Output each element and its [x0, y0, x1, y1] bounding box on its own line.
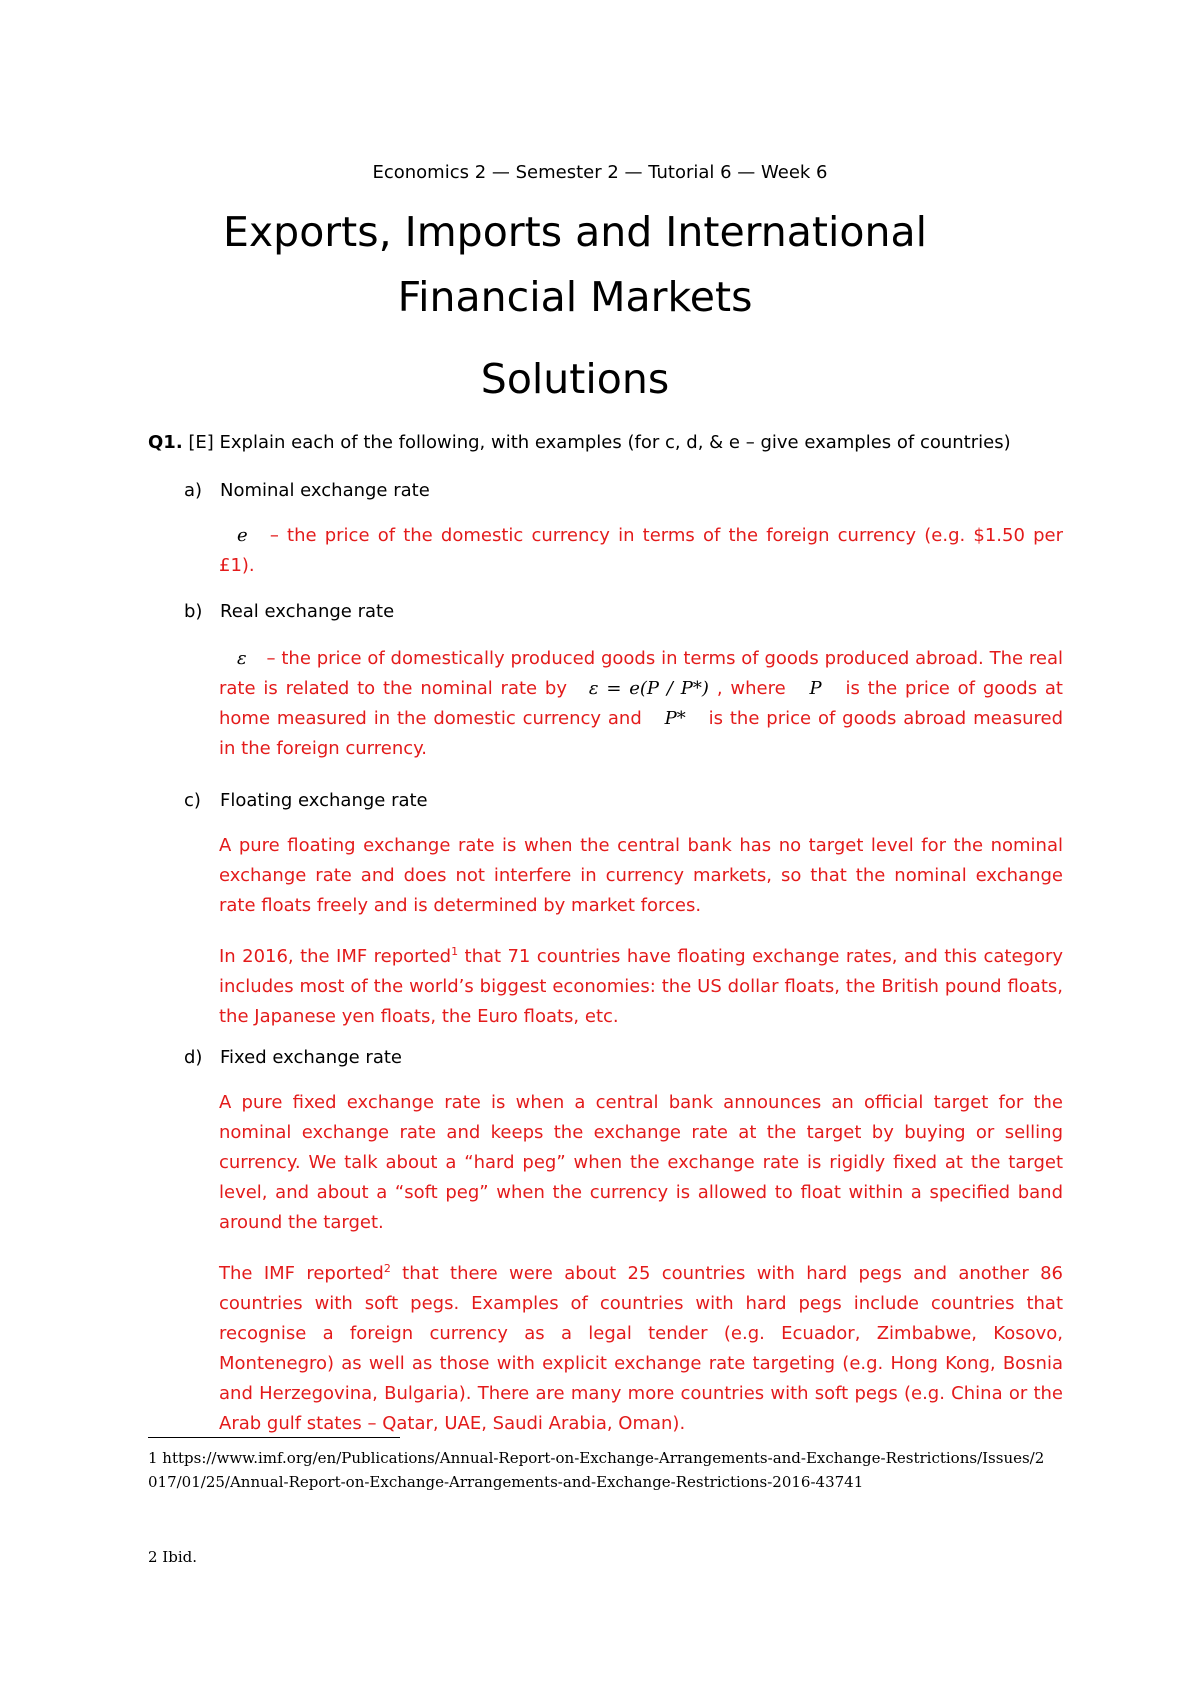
item-d-letter: d): [184, 1047, 203, 1068]
item-c-letter: c): [184, 790, 201, 811]
nominal-rate-symbol: e: [237, 525, 248, 546]
item-b-answer-part2: , where: [716, 678, 794, 699]
domestic-price-symbol: P: [809, 678, 822, 699]
item-d-answer-para2: [219, 1254, 1063, 1439]
item-a-label: Nominal exchange rate: [220, 480, 430, 501]
item-a-answer: [219, 521, 1063, 581]
item-a-letter: a): [184, 480, 203, 501]
item-b-answer-part1: – the price of domestically produced goods in terms of goods produced abroad. The real rate is related to the nominal rate by: [219, 648, 1063, 699]
item-d-para2-start: The IMF reported: [219, 1263, 384, 1284]
real-rate-symbol: ε: [237, 648, 247, 669]
item-c-label: Floating exchange rate: [220, 790, 428, 811]
question-1-text: [E] Explain each of the following, with examples (for c, d, & e – give examples of countries): [182, 432, 1011, 453]
footnote-ref-1: 1: [451, 945, 459, 958]
item-d-para2-rest: that there were about 25 countries with hard pegs and another 86 countries with soft pegs. Examples of countries with hard pegs include countries that recognise a foreign currency as a legal tender (e.g. Ecuador, Zimbabwe, Kosovo, Montenegro) as well as those with explicit exchange rate targeting (e.g. Hong Kong, Bosnia and Herzegovina, Bulgaria). There are many more countries with soft pegs (e.g. China or the Arab gulf states – Qatar, UAE, Saudi Arabia, Oman).: [219, 1263, 1063, 1434]
question-1: [148, 432, 1011, 453]
real-rate-equation: ε = e(P / P*): [588, 678, 709, 699]
item-a-heading: [184, 480, 430, 501]
title-line-2: Financial Markets: [397, 273, 753, 321]
item-c-para2-rest: that 71 countries have floating exchange rates, and this category includes most of the world’s biggest economies: the US dollar floats, the British pound floats, the Japanese yen floats, the Euro floats, etc.: [219, 946, 1064, 1027]
title-solutions: Solutions: [480, 355, 670, 403]
item-d-heading: [184, 1047, 402, 1068]
footnote-separator: [148, 1437, 400, 1438]
item-c-answer-para2: [219, 937, 1063, 1032]
footnote-2: 2 Ibid.: [148, 1548, 198, 1566]
item-b-answer-part4: is the price of goods abroad measured in the foreign currency.: [219, 708, 1063, 759]
footnote-1: 1 https://www.imf.org/en/Publications/Annual-Report-on-Exchange-Arrangements-and-Exchange-Restrictions/Issues/2017/01/25/Annual-Report-on-Exchange-Arrangements-and-Exchange-Restrictions-2016-43741: [148, 1449, 1045, 1491]
item-b-letter: b): [184, 601, 203, 622]
foreign-price-symbol: P*: [664, 708, 686, 729]
title-line-1: Exports, Imports and International: [223, 208, 927, 256]
item-c-para2-start: In 2016, the IMF reported: [219, 946, 452, 967]
item-b-heading: [184, 601, 394, 622]
item-c-heading: [184, 790, 428, 811]
item-d-answer-para1: A pure fixed exchange rate is when a central bank announces an official target for the nominal exchange rate and keeps the exchange rate at the target by buying or selling currency. We talk about a “hard peg” when the exchange rate is rigidly fixed at the target level, and about a “soft peg” when the currency is allowed to float within a specified band around the target.: [219, 1092, 1063, 1233]
item-d-label: Fixed exchange rate: [220, 1047, 402, 1068]
item-b-answer: [219, 644, 1063, 764]
item-b-label: Real exchange rate: [220, 601, 395, 622]
question-1-label: Q1.: [148, 432, 183, 453]
item-a-answer-text: – the price of the domestic currency in terms of the foreign currency (e.g. $1.50 per £1).: [219, 525, 1063, 576]
footnote-ref-2: 2: [383, 1262, 391, 1275]
course-header: Economics 2 — Semester 2 — Tutorial 6 — Week 6: [372, 162, 828, 183]
item-c-answer-para1: A pure floating exchange rate is when the central bank has no target level for the nominal exchange rate and does not interfere in currency markets, so that the nominal exchange rate floats freely and is determined by market forces.: [219, 835, 1063, 916]
item-b-answer-part3: is the price of goods at home measured in the domestic currency and: [219, 678, 1063, 729]
